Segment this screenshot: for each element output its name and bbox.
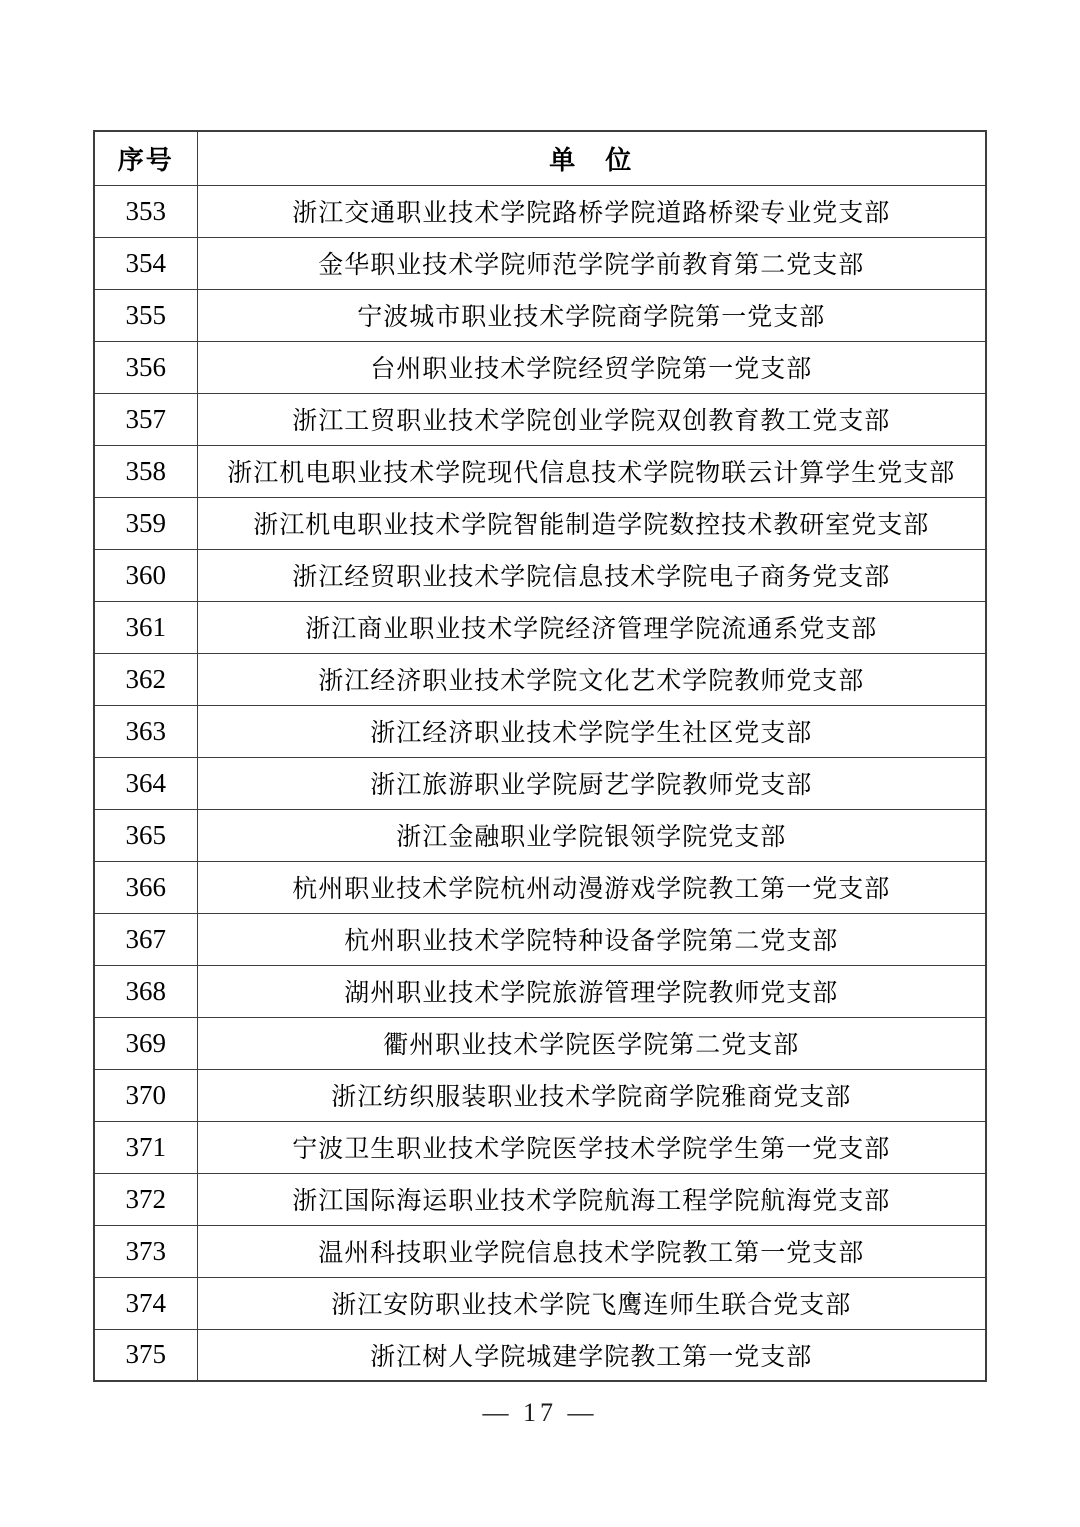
row-unit-name: 杭州职业技术学院特种设备学院第二党支部: [197, 913, 986, 965]
header-serial-number: 序号: [94, 131, 197, 185]
row-serial-number: 366: [94, 861, 197, 913]
row-serial-number: 365: [94, 809, 197, 861]
row-serial-number: 358: [94, 445, 197, 497]
row-unit-name: 宁波城市职业技术学院商学院第一党支部: [197, 289, 986, 341]
row-unit-name: 浙江机电职业技术学院现代信息技术学院物联云计算学生党支部: [197, 445, 986, 497]
table-body: [94, 185, 986, 1381]
table-row: [94, 289, 986, 341]
row-serial-number: 369: [94, 1017, 197, 1069]
table-row: [94, 1121, 986, 1173]
row-serial-number: 360: [94, 549, 197, 601]
row-serial-number: 357: [94, 393, 197, 445]
row-serial-number: 359: [94, 497, 197, 549]
table-row: [94, 1069, 986, 1121]
table-row: [94, 549, 986, 601]
table-row: [94, 341, 986, 393]
row-serial-number: 368: [94, 965, 197, 1017]
row-unit-name: 浙江纺织服装职业技术学院商学院雅商党支部: [197, 1069, 986, 1121]
row-unit-name: 浙江经济职业技术学院学生社区党支部: [197, 705, 986, 757]
row-unit-name: 浙江树人学院城建学院教工第一党支部: [197, 1329, 986, 1381]
table-row: [94, 445, 986, 497]
table-header: [94, 131, 986, 185]
row-serial-number: 362: [94, 653, 197, 705]
row-unit-name: 浙江国际海运职业技术学院航海工程学院航海党支部: [197, 1173, 986, 1225]
table-row: [94, 861, 986, 913]
table-row: [94, 653, 986, 705]
table-row: [94, 1329, 986, 1381]
header-unit: 单 位: [197, 131, 986, 185]
row-unit-name: 台州职业技术学院经贸学院第一党支部: [197, 341, 986, 393]
row-serial-number: 363: [94, 705, 197, 757]
page-number: — 17 —: [482, 1398, 598, 1427]
row-unit-name: 浙江机电职业技术学院智能制造学院数控技术教研室党支部: [197, 497, 986, 549]
table-row: [94, 913, 986, 965]
row-unit-name: 浙江经贸职业技术学院信息技术学院电子商务党支部: [197, 549, 986, 601]
row-unit-name: 湖州职业技术学院旅游管理学院教师党支部: [197, 965, 986, 1017]
table-row: [94, 757, 986, 809]
row-serial-number: 355: [94, 289, 197, 341]
header-row: [94, 131, 986, 185]
table-row: [94, 1017, 986, 1069]
row-unit-name: 衢州职业技术学院医学院第二党支部: [197, 1017, 986, 1069]
row-serial-number: 353: [94, 185, 197, 237]
table-row: [94, 393, 986, 445]
row-unit-name: 浙江旅游职业学院厨艺学院教师党支部: [197, 757, 986, 809]
table-row: [94, 965, 986, 1017]
table-row: [94, 809, 986, 861]
row-serial-number: 370: [94, 1069, 197, 1121]
unit-roster-table: [93, 130, 987, 1382]
row-unit-name: 金华职业技术学院师范学院学前教育第二党支部: [197, 237, 986, 289]
row-serial-number: 373: [94, 1225, 197, 1277]
row-serial-number: 364: [94, 757, 197, 809]
row-unit-name: 宁波卫生职业技术学院医学技术学院学生第一党支部: [197, 1121, 986, 1173]
table-row: [94, 185, 986, 237]
row-unit-name: 浙江金融职业学院银领学院党支部: [197, 809, 986, 861]
table-row: [94, 1277, 986, 1329]
row-serial-number: 374: [94, 1277, 197, 1329]
row-serial-number: 375: [94, 1329, 197, 1381]
row-serial-number: 367: [94, 913, 197, 965]
row-serial-number: 372: [94, 1173, 197, 1225]
row-unit-name: 浙江经济职业技术学院文化艺术学院教师党支部: [197, 653, 986, 705]
table-row: [94, 237, 986, 289]
row-serial-number: 354: [94, 237, 197, 289]
row-unit-name: 浙江交通职业技术学院路桥学院道路桥梁专业党支部: [197, 185, 986, 237]
row-unit-name: 杭州职业技术学院杭州动漫游戏学院教工第一党支部: [197, 861, 986, 913]
row-serial-number: 361: [94, 601, 197, 653]
row-unit-name: 浙江商业职业技术学院经济管理学院流通系党支部: [197, 601, 986, 653]
row-unit-name: 浙江安防职业技术学院飞鹰连师生联合党支部: [197, 1277, 986, 1329]
table-row: [94, 601, 986, 653]
row-unit-name: 浙江工贸职业技术学院创业学院双创教育教工党支部: [197, 393, 986, 445]
table-row: [94, 1225, 986, 1277]
table-row: [94, 497, 986, 549]
table-row: [94, 705, 986, 757]
row-serial-number: 356: [94, 341, 197, 393]
table-row: [94, 1173, 986, 1225]
row-serial-number: 371: [94, 1121, 197, 1173]
row-unit-name: 温州科技职业学院信息技术学院教工第一党支部: [197, 1225, 986, 1277]
